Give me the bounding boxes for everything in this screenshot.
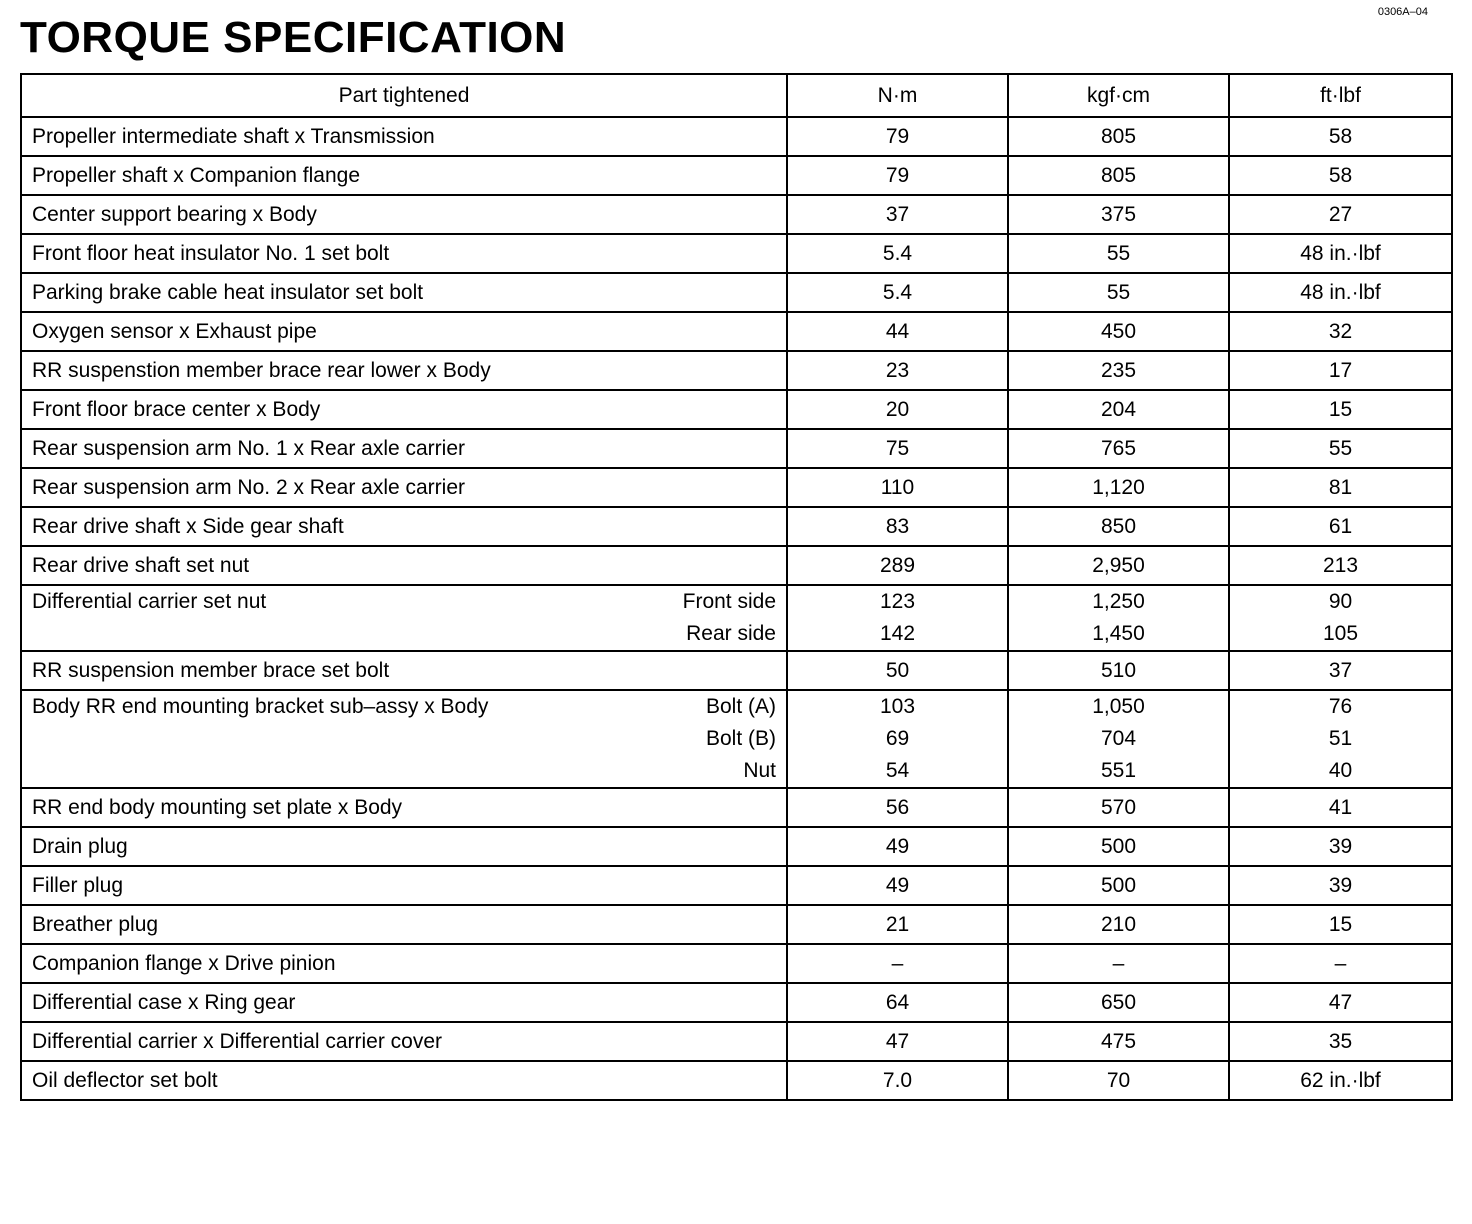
part-cell: RR suspenstion member brace rear lower x Body xyxy=(21,351,787,390)
nm-cell: 64 xyxy=(787,983,1008,1022)
table-row xyxy=(21,273,1452,312)
part-cell: Rear drive shaft set nut xyxy=(21,546,787,585)
ft-cell: 27 xyxy=(1229,195,1452,234)
header-row xyxy=(21,74,1452,117)
kgf-cell xyxy=(1008,690,1229,788)
nm-cell: 49 xyxy=(787,866,1008,905)
nm-cell: 47 xyxy=(787,1022,1008,1061)
part-cell: Drain plug xyxy=(21,827,787,866)
sub-part-label: Front side xyxy=(682,590,776,613)
part-name: Differential carrier set nut xyxy=(32,590,267,613)
kgf-cell: 1,120 xyxy=(1008,468,1229,507)
table-row xyxy=(21,866,1452,905)
part-cell: Companion flange x Drive pinion xyxy=(21,944,787,983)
nm-cell xyxy=(787,585,1008,651)
part-cell: Oxygen sensor x Exhaust pipe xyxy=(21,312,787,351)
table-row xyxy=(21,546,1452,585)
part-cell xyxy=(21,690,787,788)
nm-cell: 5.4 xyxy=(787,234,1008,273)
kgf-value: 704 xyxy=(1100,727,1137,750)
kgf-value: 1,050 xyxy=(1092,695,1145,718)
part-cell: RR suspension member brace set bolt xyxy=(21,651,787,690)
part-cell: Front floor heat insulator No. 1 set bolt xyxy=(21,234,787,273)
table-row xyxy=(21,195,1452,234)
table-row xyxy=(21,351,1452,390)
part-cell: Parking brake cable heat insulator set bolt xyxy=(21,273,787,312)
ft-cell: 17 xyxy=(1229,351,1452,390)
kgf-cell xyxy=(1008,585,1229,651)
table-row xyxy=(21,905,1452,944)
nm-cell: 49 xyxy=(787,827,1008,866)
table-row xyxy=(21,585,1452,651)
part-cell: Center support bearing x Body xyxy=(21,195,787,234)
header-nm: N·m xyxy=(787,74,1008,117)
page-title: TORQUE SPECIFICATION xyxy=(20,13,567,62)
ft-cell: 39 xyxy=(1229,827,1452,866)
kgf-value: 551 xyxy=(1100,759,1137,782)
sub-part-label: Nut xyxy=(743,759,776,782)
header-ft-lbf: ft·lbf xyxy=(1229,74,1452,117)
part-cell xyxy=(21,585,787,651)
nm-cell: 44 xyxy=(787,312,1008,351)
table-row xyxy=(21,390,1452,429)
ft-cell: 61 xyxy=(1229,507,1452,546)
ft-value: 76 xyxy=(1328,695,1353,718)
header-kgf-cm: kgf·cm xyxy=(1008,74,1229,117)
nm-cell: 289 xyxy=(787,546,1008,585)
table-row xyxy=(21,429,1452,468)
ft-cell: 48 in.·lbf xyxy=(1229,234,1452,273)
kgf-cell: 500 xyxy=(1008,866,1229,905)
ft-cell: 55 xyxy=(1229,429,1452,468)
table-row xyxy=(21,117,1452,156)
torque-table xyxy=(20,73,1453,1101)
nm-cell: – xyxy=(787,944,1008,983)
nm-value: 54 xyxy=(885,759,910,782)
ft-cell: 58 xyxy=(1229,117,1452,156)
nm-cell: 56 xyxy=(787,788,1008,827)
part-cell: Oil deflector set bolt xyxy=(21,1061,787,1100)
ft-cell: 213 xyxy=(1229,546,1452,585)
table-row xyxy=(21,651,1452,690)
nm-value: 69 xyxy=(885,727,910,750)
nm-cell: 37 xyxy=(787,195,1008,234)
kgf-cell: 375 xyxy=(1008,195,1229,234)
table-row xyxy=(21,788,1452,827)
kgf-cell: 55 xyxy=(1008,273,1229,312)
kgf-cell: 510 xyxy=(1008,651,1229,690)
table-row xyxy=(21,1061,1452,1100)
nm-cell xyxy=(787,690,1008,788)
ft-cell: 48 in.·lbf xyxy=(1229,273,1452,312)
ft-cell: 58 xyxy=(1229,156,1452,195)
kgf-cell: 500 xyxy=(1008,827,1229,866)
table-row xyxy=(21,690,1452,788)
table-row xyxy=(21,468,1452,507)
part-cell: Rear suspension arm No. 2 x Rear axle carrier xyxy=(21,468,787,507)
ft-value: 105 xyxy=(1322,622,1359,645)
sub-part-label: Bolt (B) xyxy=(705,727,776,750)
ft-cell xyxy=(1229,585,1452,651)
kgf-cell: 475 xyxy=(1008,1022,1229,1061)
ft-cell: 39 xyxy=(1229,866,1452,905)
nm-cell: 23 xyxy=(787,351,1008,390)
nm-cell: 110 xyxy=(787,468,1008,507)
table-row xyxy=(21,944,1452,983)
nm-cell: 83 xyxy=(787,507,1008,546)
kgf-value: 1,450 xyxy=(1092,622,1145,645)
ft-cell: 15 xyxy=(1229,390,1452,429)
kgf-cell: 210 xyxy=(1008,905,1229,944)
table-row xyxy=(21,234,1452,273)
nm-cell: 79 xyxy=(787,156,1008,195)
nm-cell: 5.4 xyxy=(787,273,1008,312)
ft-cell: 62 in.·lbf xyxy=(1229,1061,1452,1100)
table-row xyxy=(21,507,1452,546)
part-cell: Differential case x Ring gear xyxy=(21,983,787,1022)
kgf-cell: 235 xyxy=(1008,351,1229,390)
nm-cell: 20 xyxy=(787,390,1008,429)
part-cell: Breather plug xyxy=(21,905,787,944)
ft-value: 90 xyxy=(1328,590,1353,613)
table-row xyxy=(21,827,1452,866)
part-cell: Rear drive shaft x Side gear shaft xyxy=(21,507,787,546)
part-cell: RR end body mounting set plate x Body xyxy=(21,788,787,827)
table-body xyxy=(21,117,1452,1100)
ft-cell: – xyxy=(1229,944,1452,983)
document-code: 0306A–04 xyxy=(1377,6,1428,18)
kgf-cell: 850 xyxy=(1008,507,1229,546)
kgf-cell: 2,950 xyxy=(1008,546,1229,585)
part-cell: Propeller shaft x Companion flange xyxy=(21,156,787,195)
nm-cell: 75 xyxy=(787,429,1008,468)
kgf-cell: 650 xyxy=(1008,983,1229,1022)
ft-cell xyxy=(1229,690,1452,788)
nm-value: 123 xyxy=(879,590,916,613)
part-cell: Front floor brace center x Body xyxy=(21,390,787,429)
table-row xyxy=(21,983,1452,1022)
ft-value: 51 xyxy=(1328,727,1353,750)
ft-cell: 15 xyxy=(1229,905,1452,944)
ft-cell: 81 xyxy=(1229,468,1452,507)
kgf-cell: 765 xyxy=(1008,429,1229,468)
sub-part-label: Rear side xyxy=(686,622,776,645)
table-row xyxy=(21,156,1452,195)
part-cell: Differential carrier x Differential carrier cover xyxy=(21,1022,787,1061)
header-part-tightened: Part tightened xyxy=(21,74,787,117)
kgf-cell: 55 xyxy=(1008,234,1229,273)
nm-cell: 21 xyxy=(787,905,1008,944)
nm-cell: 79 xyxy=(787,117,1008,156)
kgf-cell: 570 xyxy=(1008,788,1229,827)
ft-cell: 41 xyxy=(1229,788,1452,827)
kgf-value: 1,250 xyxy=(1092,590,1145,613)
table-row xyxy=(21,1022,1452,1061)
nm-cell: 50 xyxy=(787,651,1008,690)
ft-cell: 47 xyxy=(1229,983,1452,1022)
part-name: Body RR end mounting bracket sub–assy x Body xyxy=(32,695,489,718)
nm-value: 142 xyxy=(879,622,916,645)
ft-cell: 37 xyxy=(1229,651,1452,690)
ft-cell: 35 xyxy=(1229,1022,1452,1061)
ft-cell: 32 xyxy=(1229,312,1452,351)
kgf-cell: 450 xyxy=(1008,312,1229,351)
kgf-cell: 805 xyxy=(1008,117,1229,156)
table-row xyxy=(21,312,1452,351)
ft-value: 40 xyxy=(1328,759,1353,782)
nm-cell: 7.0 xyxy=(787,1061,1008,1100)
nm-value: 103 xyxy=(879,695,916,718)
kgf-cell: 805 xyxy=(1008,156,1229,195)
sub-part-label: Bolt (A) xyxy=(705,695,776,718)
part-cell: Rear suspension arm No. 1 x Rear axle carrier xyxy=(21,429,787,468)
part-cell: Propeller intermediate shaft x Transmission xyxy=(21,117,787,156)
kgf-cell: 70 xyxy=(1008,1061,1229,1100)
kgf-cell: 204 xyxy=(1008,390,1229,429)
part-cell: Filler plug xyxy=(21,866,787,905)
kgf-cell: – xyxy=(1008,944,1229,983)
